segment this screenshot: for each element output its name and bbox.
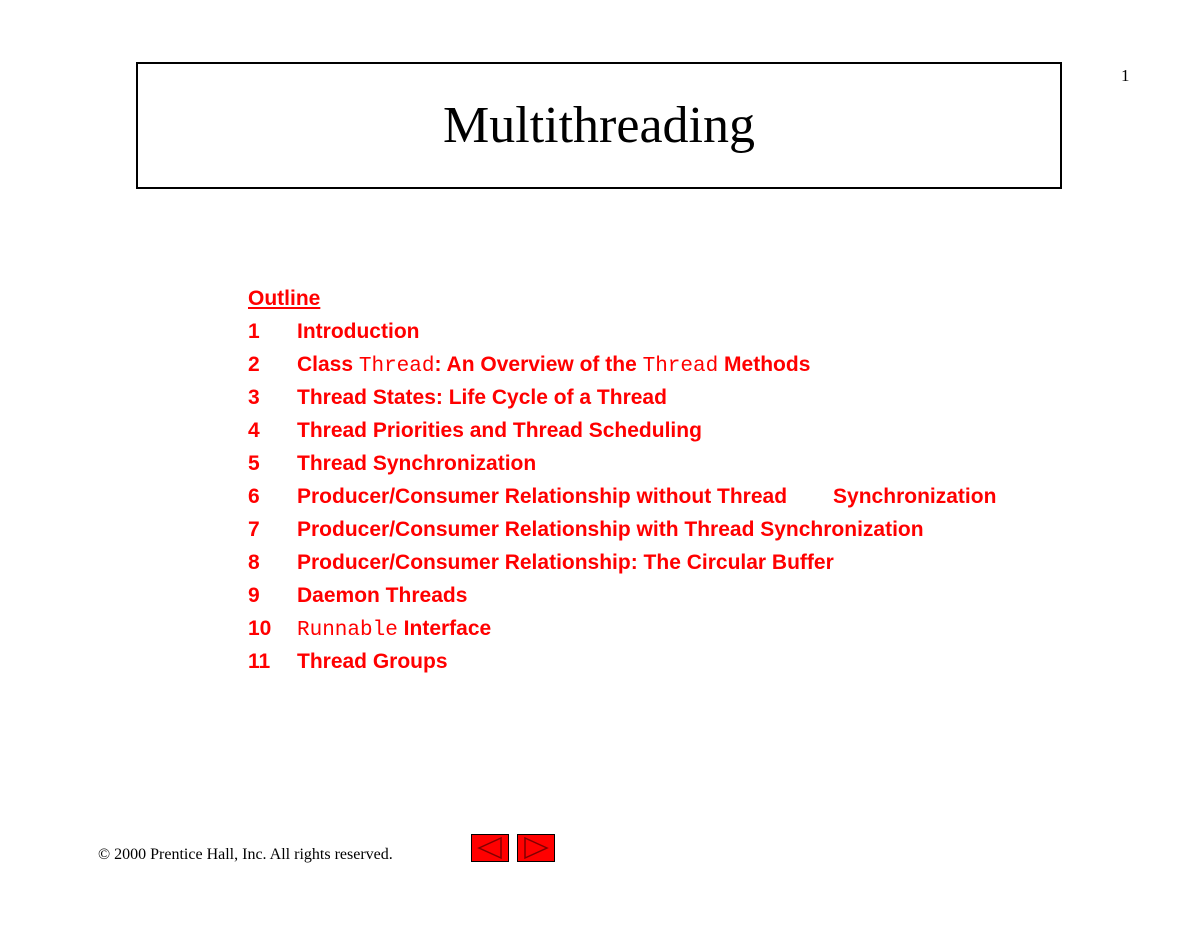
outline-item [248,315,420,348]
outline-item-number: 3 [248,386,260,409]
code-term: Thread [642,355,719,378]
outline-item-number: 7 [248,518,260,541]
outline-item-text: Introduction [297,320,420,343]
outline-item-text: Producer/Consumer Relationship with Thread Synchronization [297,518,924,541]
outline-item [248,579,468,612]
left-arrow-icon [471,834,509,862]
outline-item [248,480,997,513]
page-number: 1 [1121,66,1130,85]
copyright-footer: © 2000 Prentice Hall, Inc. All rights reserved. [98,846,393,863]
outline-item [248,513,924,546]
outline-item-text: Thread States: Life Cycle of a Thread [297,386,667,409]
right-arrow-icon [517,834,555,862]
outline-item-number: 1 [248,320,260,343]
outline-item [248,348,811,381]
next-slide-button[interactable] [517,834,555,862]
outline-item-number: 6 [248,485,260,508]
outline-item-number: 5 [248,452,260,475]
outline-item-text: Thread Synchronization [297,452,537,475]
previous-slide-button[interactable] [471,834,509,862]
outline [248,282,997,678]
outline-item-number: 9 [248,584,260,607]
outline-item-number: 8 [248,551,260,574]
page-title: Multithreading [443,96,755,154]
outline-item-number: 11 [248,650,271,673]
outline-item [248,612,492,645]
outline-item-text: Thread Groups [297,650,448,673]
title-box [136,62,1062,189]
outline-item-text: Thread Priorities and Thread Scheduling [297,419,702,442]
outline-heading: Outline [248,287,321,310]
outline-item [248,546,834,579]
outline-item [248,447,537,480]
code-term: Thread [358,355,435,378]
outline-item-text: Producer/Consumer Relationship: The Circular Buffer [297,551,834,574]
outline-item [248,645,448,678]
outline-item [248,414,702,447]
outline-item-text: Daemon Threads [297,584,468,607]
outline-item-number: 2 [248,353,260,376]
outline-item-text: Producer/Consumer Relationship without Thread Synchronization [297,485,997,508]
outline-item-text: Class Thread: An Overview of the Thread Methods [297,353,811,378]
outline-item-text: Runnable Interface [297,617,492,642]
code-term: Runnable [297,619,398,642]
outline-item-number: 4 [248,419,260,442]
outline-item-number: 10 [248,617,272,640]
outline-item [248,381,667,414]
